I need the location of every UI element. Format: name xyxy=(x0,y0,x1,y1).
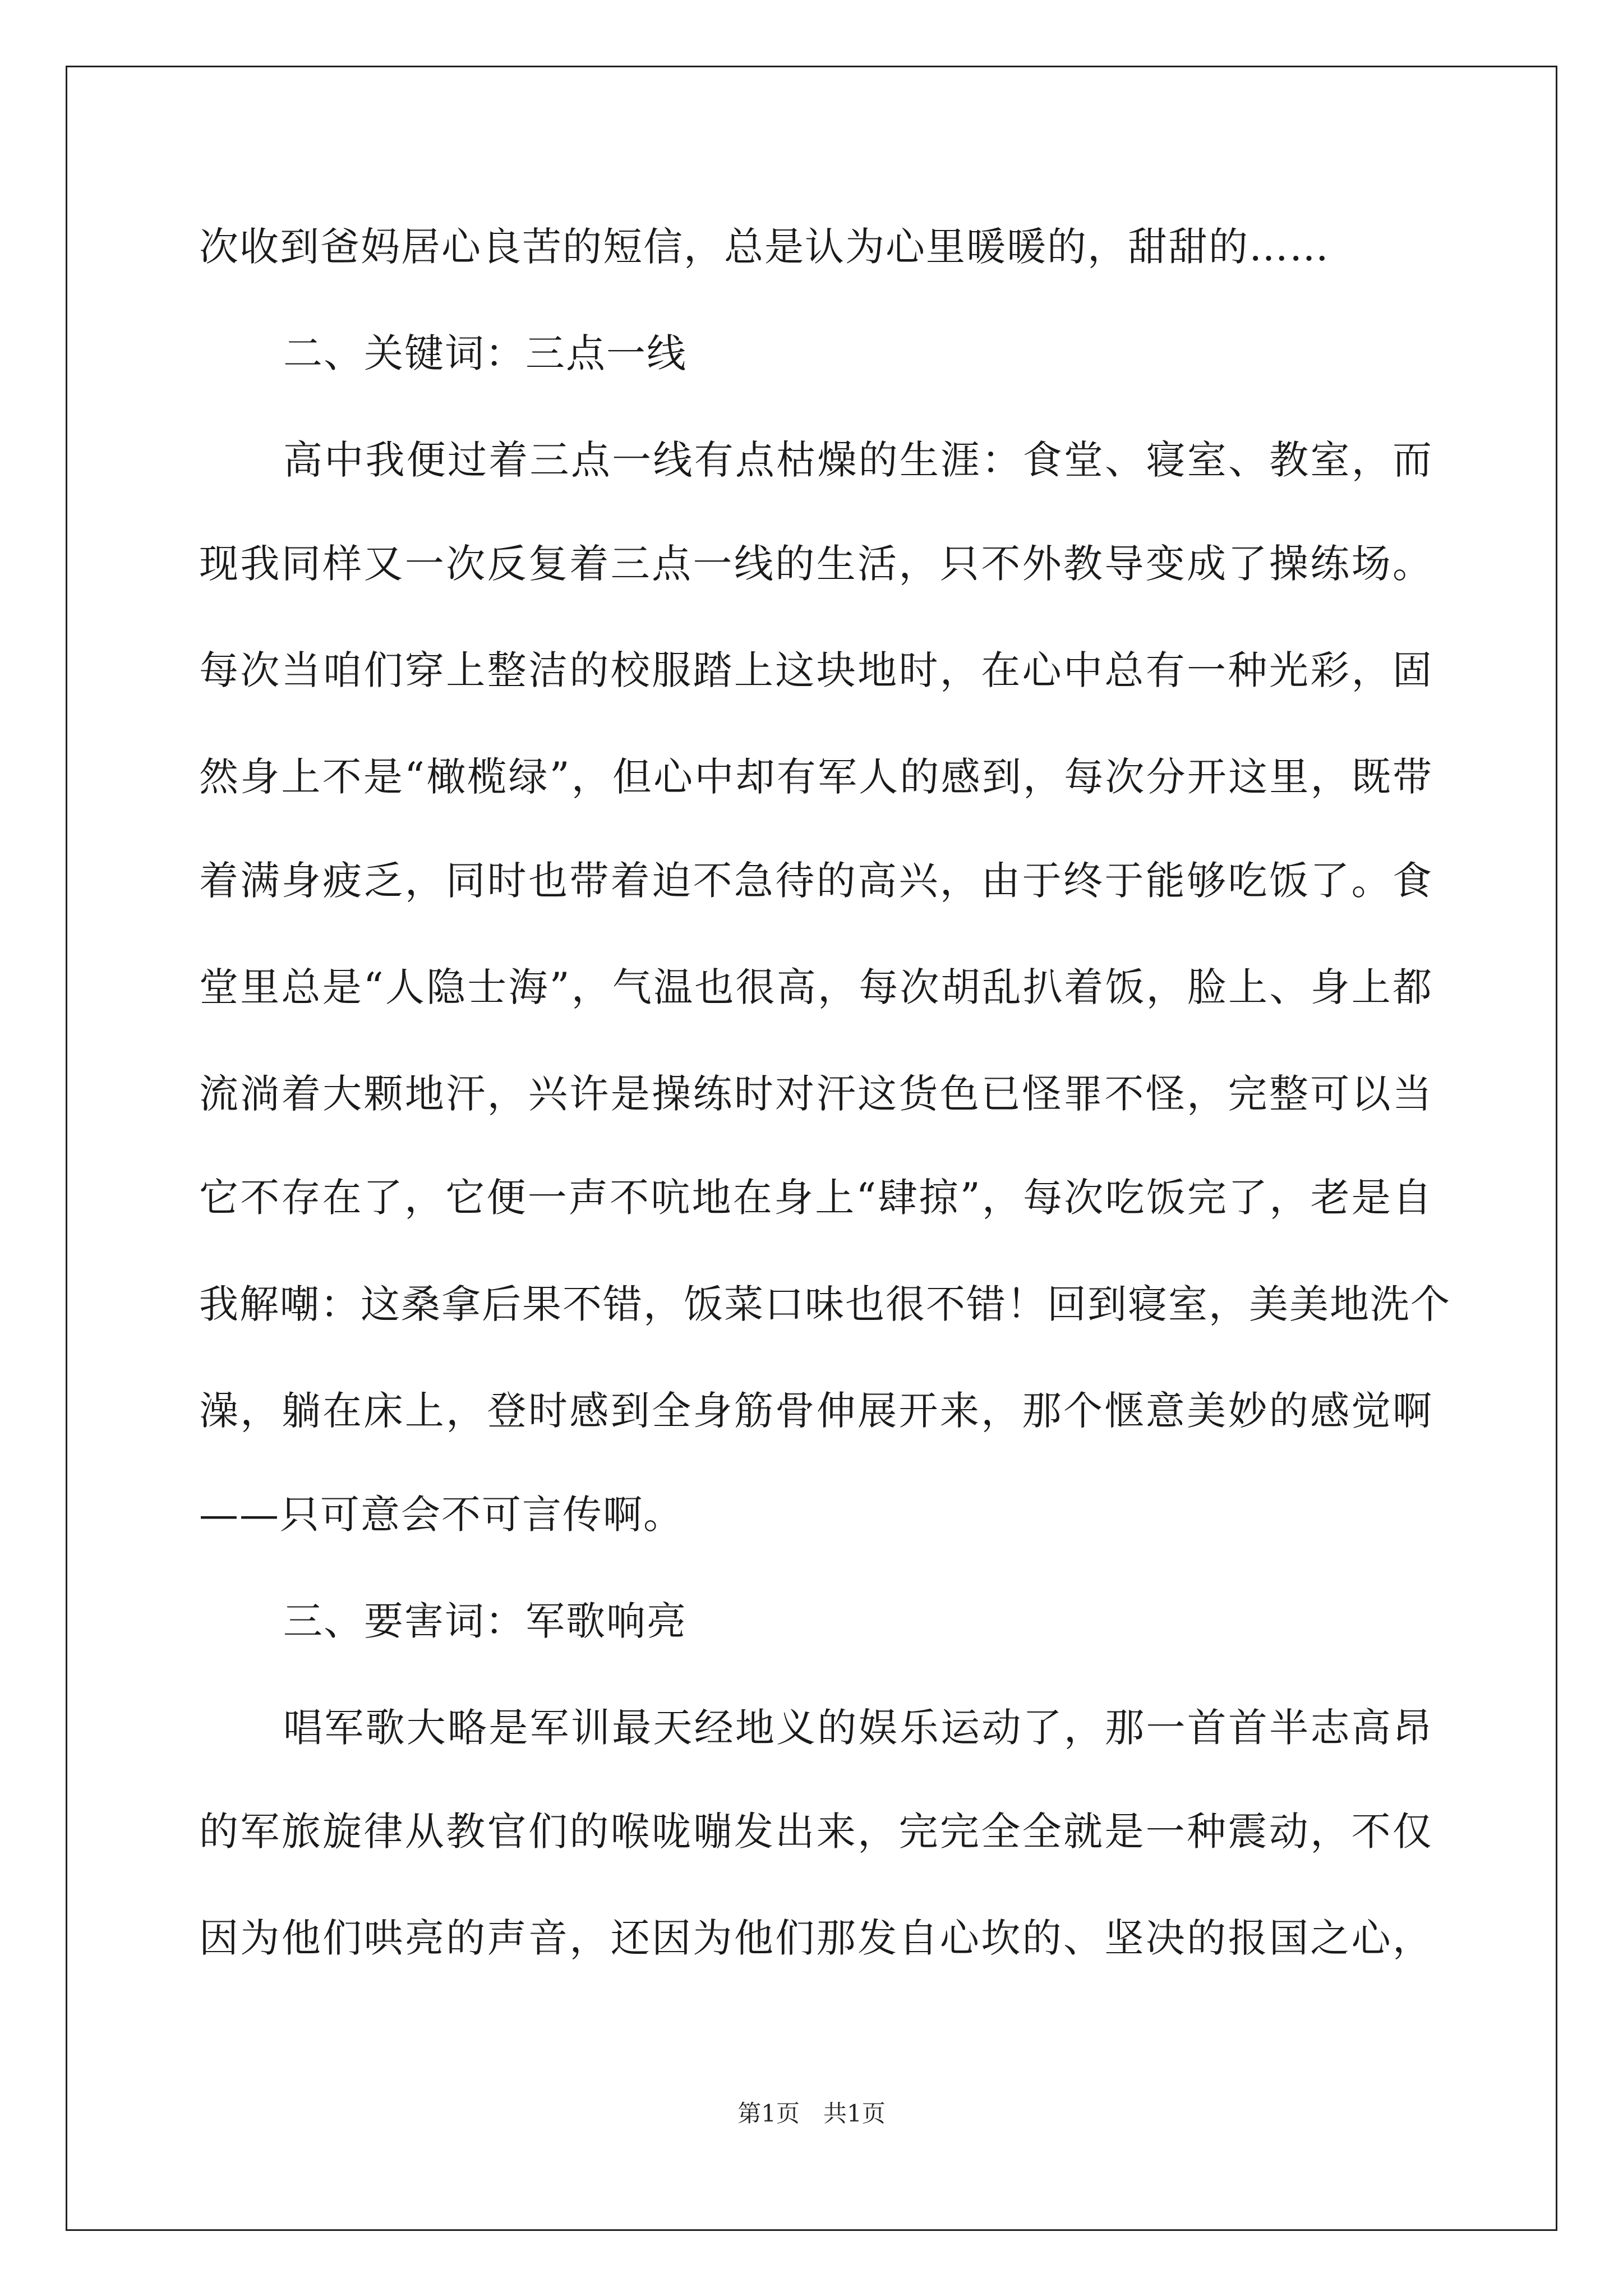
paragraph-line: 高中我便过着三点一线有点枯燥的生涯：食堂、寝室、教室，而 xyxy=(283,437,1433,483)
paragraph-line: 我解嘲：这桑拿后果不错，饭菜口味也很不错！回到寝室，美美地洗个 xyxy=(199,1281,1451,1327)
paragraph-line: 它不存在了，它便一声不吭地在身上“肆掠”，每次吃饭完了，老是自 xyxy=(199,1175,1433,1221)
paragraph-line: 每次当咱们穿上整洁的校服踏上这块地时，在心中总有一种光彩，固 xyxy=(199,647,1433,693)
paragraph-line: 现我同样又一次反复着三点一线的生活，只不外教导变成了操练场。 xyxy=(199,541,1433,587)
section-heading: 二、关键词：三点一线 xyxy=(283,330,687,376)
paragraph-line: 澡，躺在床上，登时感到全身筋骨伸展开来，那个惬意美妙的感觉啊 xyxy=(199,1388,1433,1434)
paragraph-line: 唱军歌大略是军训最天经地义的娱乐运动了，那一首首半志高昂 xyxy=(283,1705,1433,1751)
paragraph-line: 的军旅旋律从教官们的喉咙嘣发出来，完完全全就是一种震动，不仅 xyxy=(199,1809,1433,1855)
page-number-footer: 第1页 共1页 xyxy=(737,2100,886,2127)
paragraph-line: 因为他们哄亮的声音，还因为他们那发自心坎的、坚决的报国之心， xyxy=(199,1915,1433,1961)
page-border xyxy=(66,66,1557,2231)
paragraph-line: 堂里总是“人隐士海”，气温也很高，每次胡乱扒着饭，脸上、身上都 xyxy=(199,964,1433,1010)
section-heading: 三、要害词：军歌响亮 xyxy=(283,1598,687,1644)
paragraph-line: 然身上不是“橄榄绿”，但心中却有军人的感到，每次分开这里，既带 xyxy=(199,754,1433,800)
text-line: 次收到爸妈居心良苦的短信，总是认为心里暖暖的，甜甜的…… xyxy=(199,224,1330,270)
paragraph-line: 流淌着大颗地汗，兴许是操练时对汗这货色已怪罪不怪，完整可以当 xyxy=(199,1071,1433,1117)
paragraph-line: ——只可意会不可言传啊。 xyxy=(199,1492,684,1538)
paragraph-line: 着满身疲乏，同时也带着迫不急待的高兴，由于终于能够吃饭了。食 xyxy=(199,858,1433,904)
